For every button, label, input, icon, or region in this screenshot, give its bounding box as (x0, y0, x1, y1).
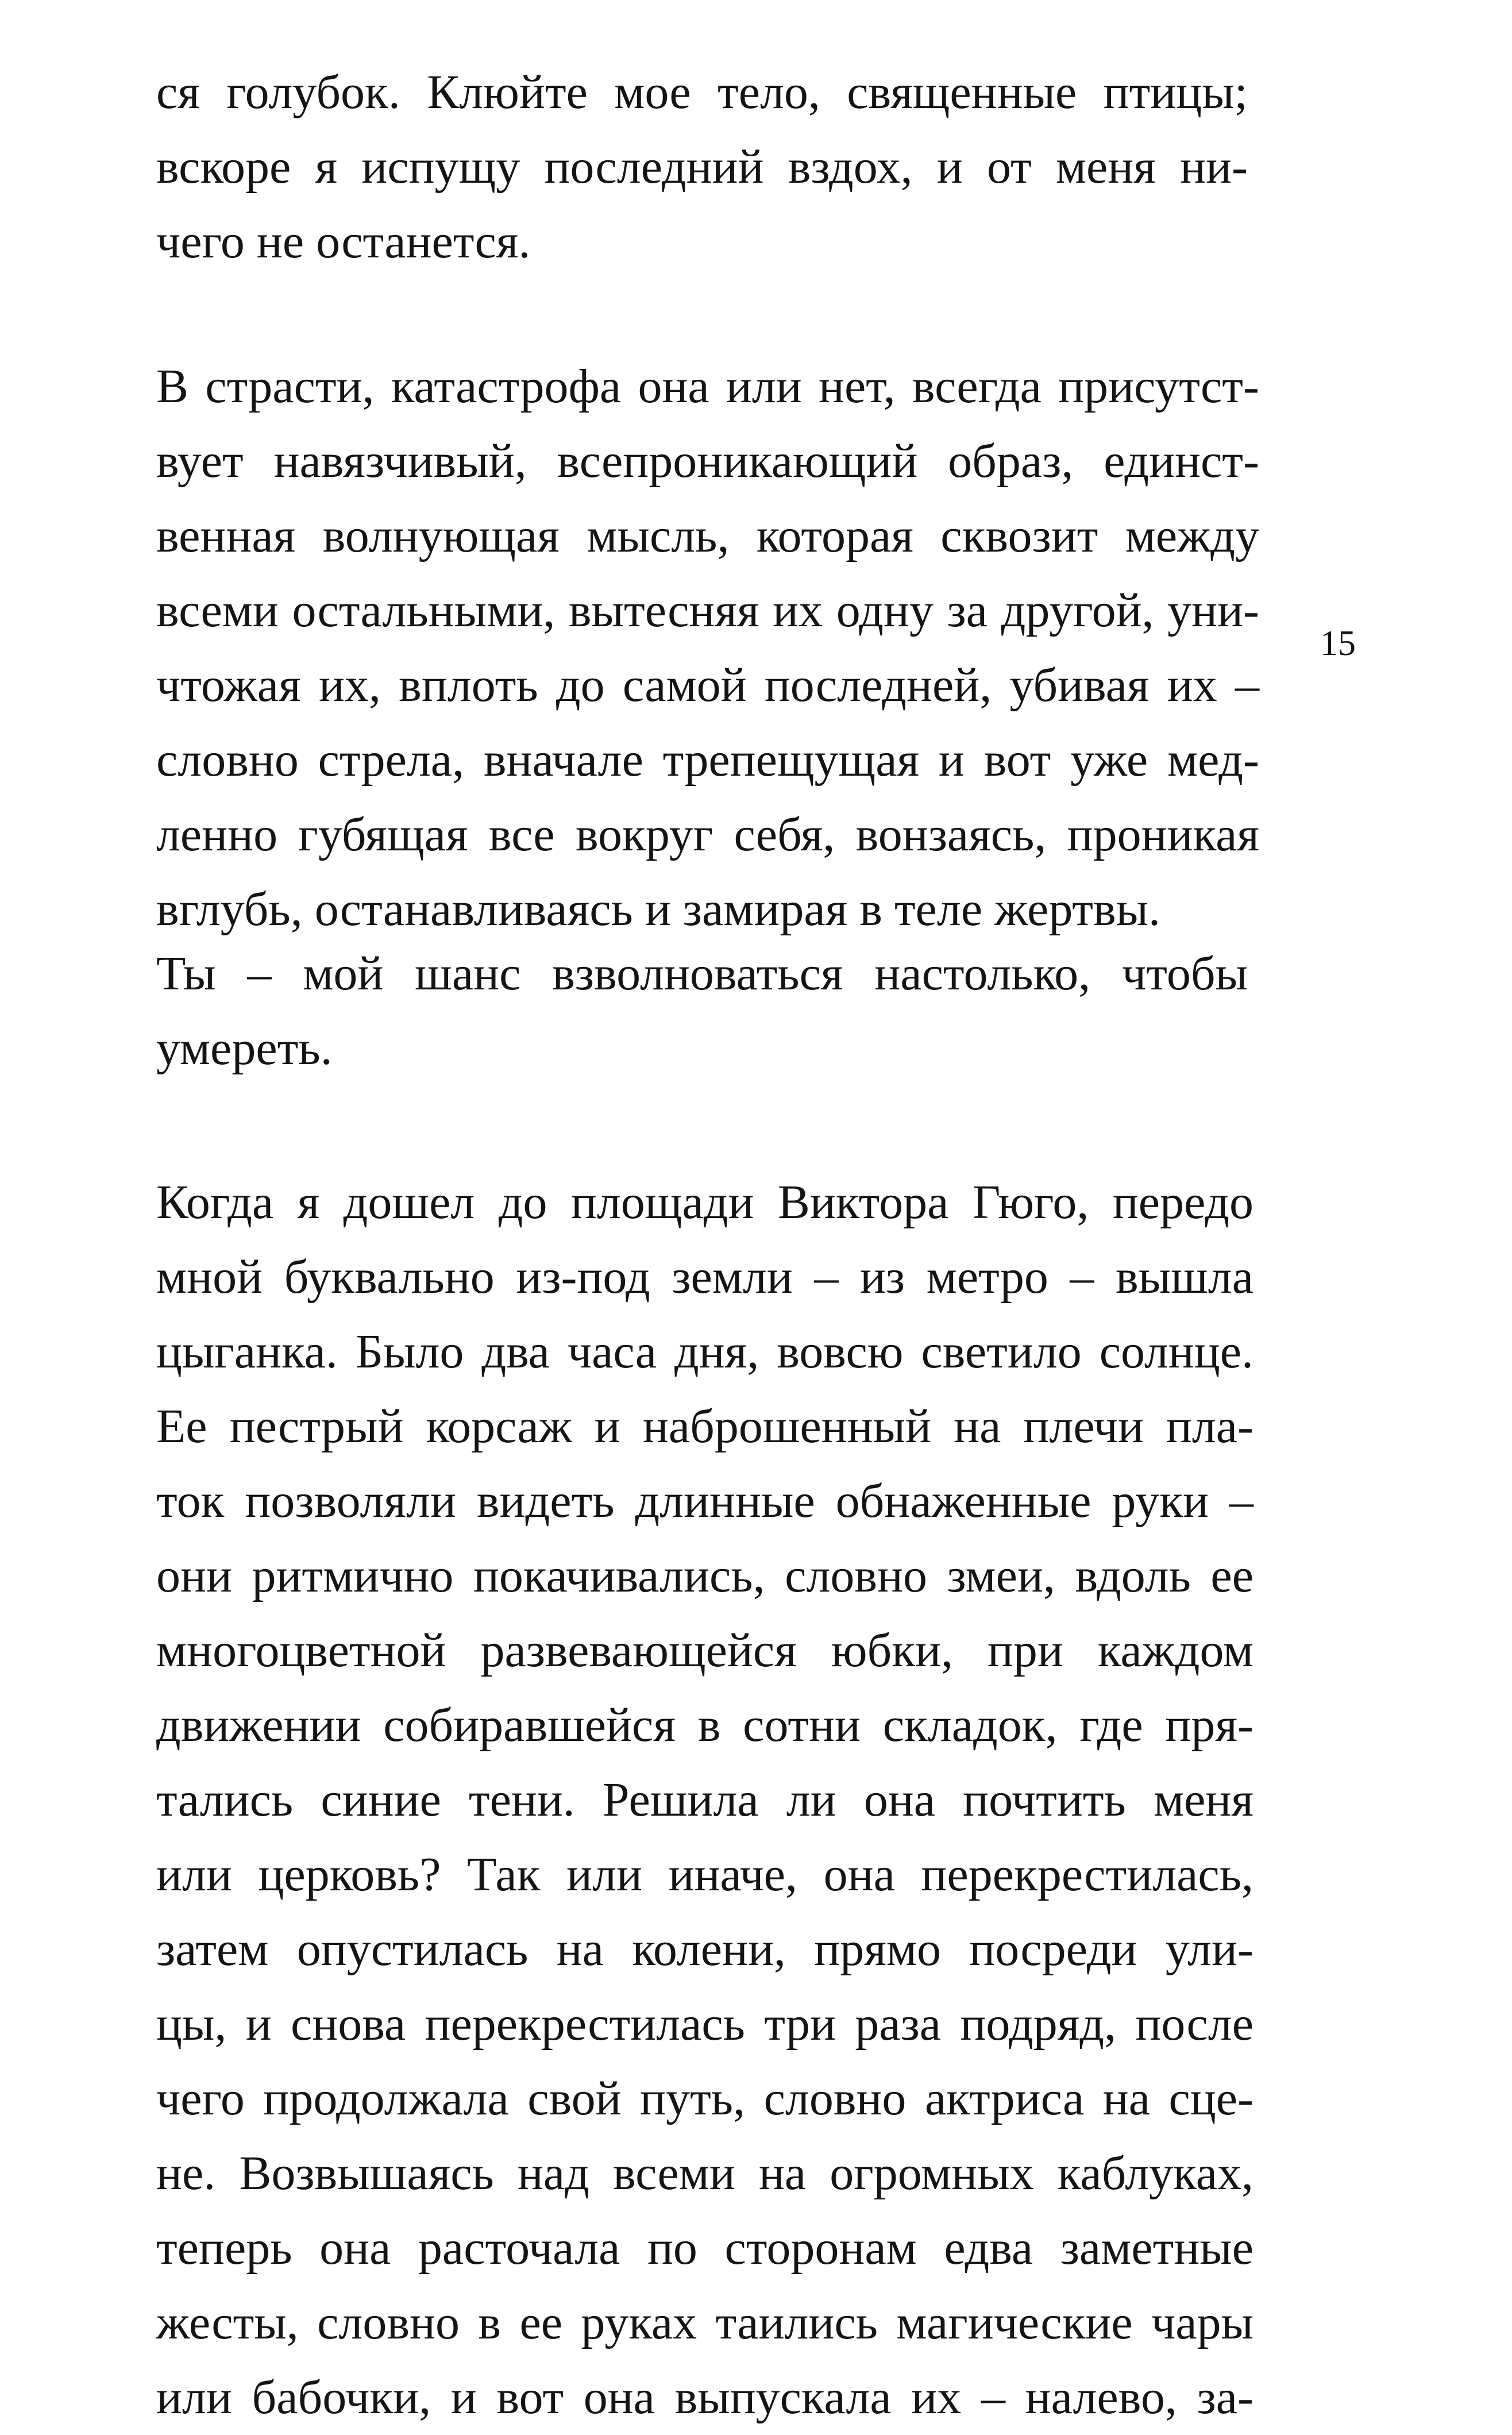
text-line: вскоре я испущу последний вздох, и от меня ни- (156, 140, 1248, 194)
text-line: многоцветной развевающейся юбки, при каждом (156, 1624, 1253, 1677)
paragraph-3 (156, 937, 1248, 1086)
text-line: вглубь, останавливаясь и замирая в теле жертвы. (156, 883, 1161, 936)
text-line: ток позволяли видеть длинные обнаженные руки – (156, 1474, 1253, 1528)
text-line: Когда я дошел до площади Виктора Гюго, передо (156, 1176, 1253, 1229)
text-line: движении собиравшейся в сотни складок, где пря- (156, 1698, 1253, 1752)
text-line: теперь она расточала по сторонам едва заметные (156, 2221, 1253, 2275)
text-line: венная волнующая мысль, которая сквозит между (156, 509, 1259, 562)
text-line: или бабочки, и вот она выпускала их – налево, за- (156, 2371, 1253, 2424)
text-line: вует навязчивый, всепроникающий образ, единст- (156, 434, 1259, 488)
text-line: чтожая их, вплоть до самой последней, убивая их – (156, 658, 1259, 712)
text-line: затем опустилась на колени, прямо посреди ули- (156, 1922, 1253, 1976)
text-line: они ритмично покачивались, словно змеи, вдоль ее (156, 1549, 1253, 1602)
text-line: цы, и снова перекрестилась три раза подряд, после (156, 1997, 1253, 2051)
text-line: ленно губящая все вокруг себя, вонзаясь, проникая (156, 808, 1259, 861)
text-line: не. Возвышаясь над всеми на огромных каблуках, (156, 2147, 1253, 2200)
line-number: 15 (1320, 624, 1356, 663)
text-line: ся голубок. Клюйте мое тело, священные птицы; (156, 66, 1248, 119)
text-line: цыганка. Было два часа дня, вовсю светило солнце. (156, 1325, 1253, 1378)
text-line: всеми остальными, вытесняя их одну за другой, уни- (156, 584, 1259, 637)
paragraph-1 (156, 55, 1248, 279)
text-line: чего продолжала свой путь, словно актриса на сце- (156, 2072, 1253, 2125)
text-line: тались синие тени. Решила ли она почтить меня (156, 1773, 1253, 1827)
text-line: Ты – мой шанс взволноваться настолько, чтобы (156, 947, 1248, 1000)
text-line: чего не останется. (156, 215, 531, 268)
text-line: жесты, словно в ее руках таились магические чары (156, 2296, 1253, 2349)
paragraph-4 (156, 1165, 1253, 2435)
text-line: мной буквально из-под земли – из метро – вышла (156, 1250, 1253, 1304)
paragraph-2 (156, 349, 1259, 947)
text-line: Ее пестрый корсаж и наброшенный на плечи пла- (156, 1400, 1253, 1453)
text-line: В страсти, катастрофа она или нет, всегда присутст- (156, 360, 1259, 413)
text-line: словно стрела, вначале трепещущая и вот уже мед- (156, 733, 1259, 787)
text-line: или церковь? Так или иначе, она перекрестилась, (156, 1848, 1253, 1901)
text-line: умереть. (156, 1022, 333, 1075)
